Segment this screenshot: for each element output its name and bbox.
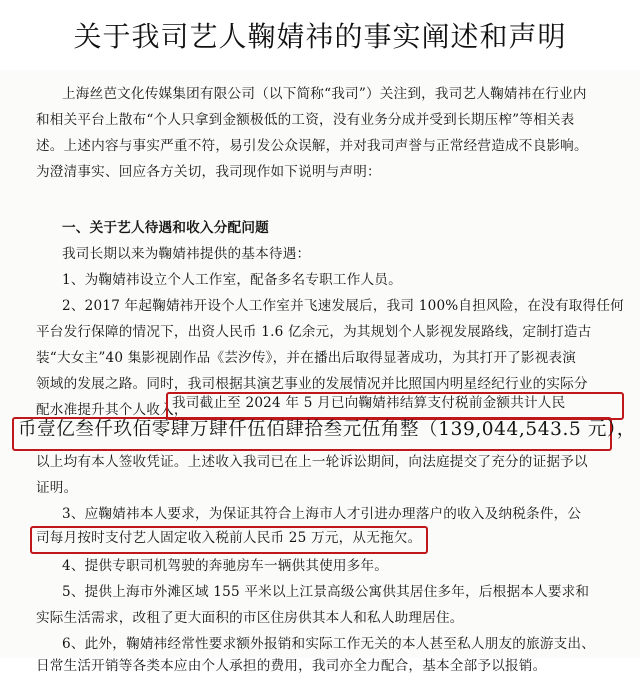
document-title: 关于我司艺人鞠婧祎的事实阐述和声明 (73, 20, 567, 53)
body-line: 3、应鞠婧祎本人要求，为保证其符合上海市人才引进办理落户的收入及纳税条件，公 (62, 506, 582, 522)
highlighted-line: 司每月按时支付艺人固定收入税前人民币 25 万元，从无拖欠。 (36, 530, 422, 546)
highlighted-amount: 币壹亿叁仟玖佰零肆万肆仟伍佰肆拾叁元伍角整（139,044,543.5 元）， (18, 419, 636, 440)
body-line: 证明。 (36, 480, 78, 496)
body-line: 装“大女主”40 集影视剧作品《芸汐传》，并在播出后取得显著成功，为其打开了影视表演 (36, 350, 577, 366)
title-band (0, 0, 640, 70)
highlighted-line: 我司截止至 2024 年 5 月已向鞠婧祎结算支付税前金额共计人民 (172, 395, 566, 411)
body-line: 配水准提升其个人收入， (36, 402, 188, 418)
scanned-letter (0, 70, 640, 674)
body-line: 4、提供专职司机驾驶的奔驰房车一辆供其使用多年。 (62, 558, 389, 574)
body-line: 为澄清事实、回应各方关切，我司现作如下说明与声明： (36, 164, 381, 180)
body-line: 我司长期以来为鞠婧祎提供的基本待遇： (62, 246, 311, 262)
body-line: 上海丝芭文化传媒集团有限公司（以下简称“我司”）关注到，我司艺人鞠婧祎在行业内 (62, 86, 587, 102)
body-line: 5、提供上海市外滩区域 155 平米以上江景高级公寓供其居住多年，后根据本人要求和 (62, 584, 590, 600)
body-line: 以上均有本人签收凭证。上述收入我司已在上一轮诉讼期间，向法庭提交了充分的证据予以 (36, 454, 588, 470)
body-line: 日常生活开销等各类本应由个人承担的费用，我司亦全力配合，基本全部予以报销。 (36, 658, 547, 674)
body-line: 6、此外，鞠婧祎经常性要求额外报销和实际工作无关的本人甚至私人朋友的旅游支出、 (62, 636, 596, 652)
body-line: 述。上述内容与事实严重不符，易引发公众误解，并对我司声誉与正常经营造成不良影响。 (36, 138, 588, 154)
section-heading: 一、关于艺人待遇和收入分配问题 (62, 220, 269, 236)
body-line: 实际生活需求，改租了更大面积的市区住房供其本人和私人助理居住。 (36, 610, 464, 626)
body-line: 平台发行保障的情况下，出资人民币 1.6 亿余元，为其规划个人影视发展路线，定制打造古 (36, 324, 592, 340)
body-line: 和相关平台上散布“个人只拿到金额极低的工资，没有业务分成并受到长期压榨”等相关表 (36, 112, 575, 128)
body-line: 1、为鞠婧祎设立个人工作室，配备多名专职工作人员。 (62, 272, 402, 288)
body-line: 2、2017 年起鞠婧祎开设个人工作室并飞速发展后，我司 100%自担风险，在没有取得任何 (62, 298, 624, 314)
body-line: 领域的发展之路。同时，我司根据其演艺事业的发展情况并比照国内明星经纪行业的实际分 (36, 376, 588, 392)
